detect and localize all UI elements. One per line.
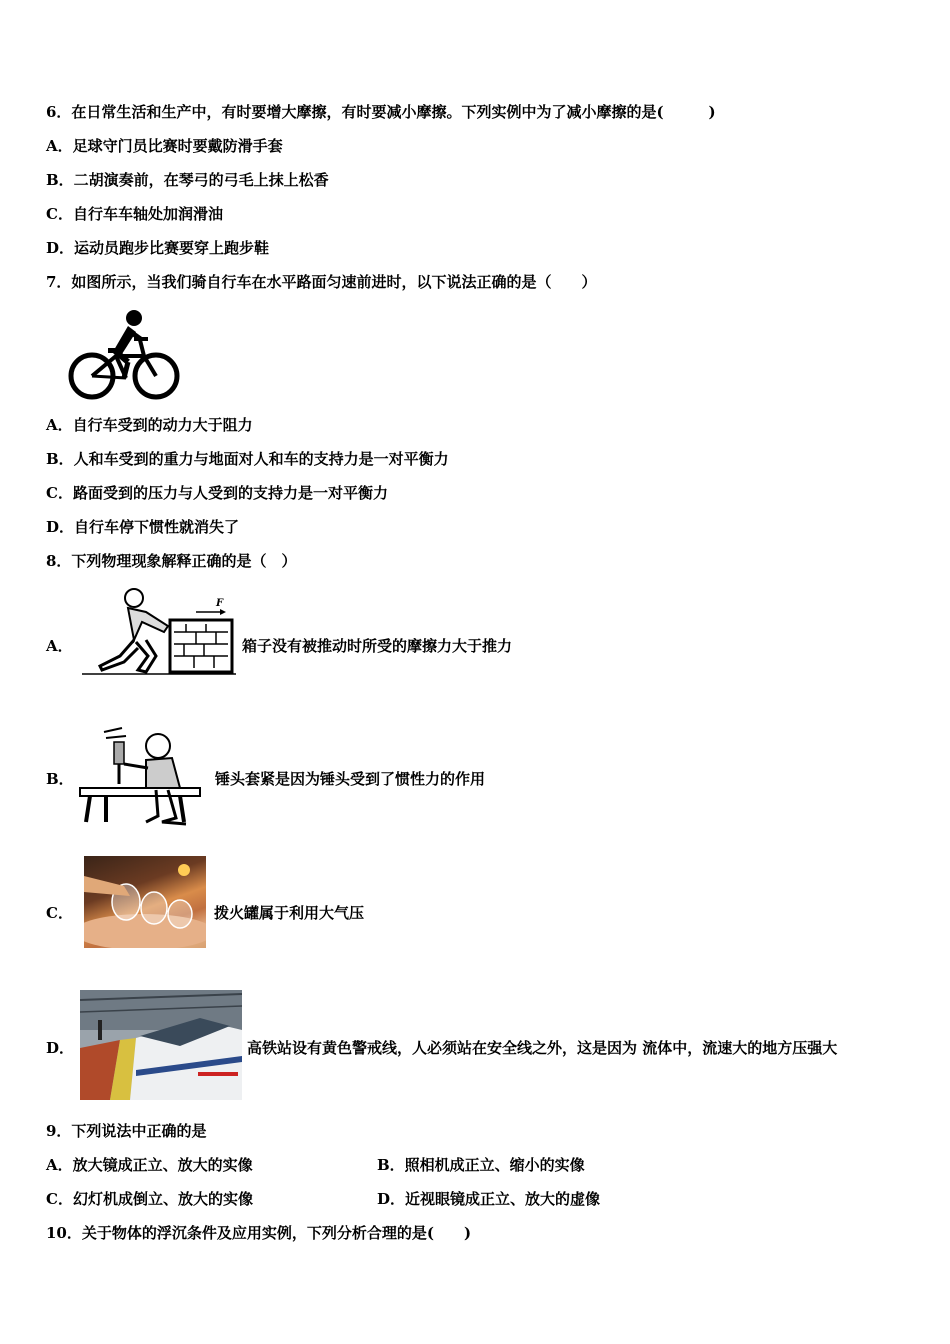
q6-option-d[interactable]: D．运动员跑步比赛要穿上跑步鞋 bbox=[46, 239, 270, 257]
q7-stem: 7．如图所示，当我们骑自行车在水平路面匀速前进时，以下说法正确的是（ ） bbox=[46, 273, 597, 291]
q8-option-b-text: 锤头套紧是因为锤头受到了惯性力的作用 bbox=[215, 770, 486, 788]
q9-option-c[interactable]: C．幻灯机成倒立、放大的实像 bbox=[46, 1190, 253, 1208]
q8-stem: 8．下列物理现象解释正确的是（ ） bbox=[46, 552, 297, 570]
q6-option-c[interactable]: C．自行车车轴处加润滑油 bbox=[46, 205, 223, 223]
q8-option-a-text: 箱子没有被推动时所受的摩擦力大于推力 bbox=[242, 637, 513, 655]
cyclist-figure bbox=[66, 306, 182, 402]
q7-option-d[interactable]: D．自行车停下惯性就消失了 bbox=[46, 518, 240, 536]
force-label: F bbox=[216, 598, 224, 609]
q6-option-a[interactable]: A．足球守门员比赛时要戴防滑手套 bbox=[46, 137, 283, 155]
high-speed-train-photo bbox=[80, 990, 242, 1100]
q8-option-d-label[interactable]: D． bbox=[46, 1039, 75, 1057]
q8-option-b-label[interactable]: B． bbox=[46, 770, 74, 788]
q8-option-d-text: 高铁站设有黄色警戒线，人必须站在安全线之外，这是因为 流体中，流速大的地方压强大 bbox=[247, 1039, 838, 1057]
q8-option-a-label[interactable]: A． bbox=[46, 637, 73, 655]
q7-option-b[interactable]: B．人和车受到的重力与地面对人和车的支持力是一对平衡力 bbox=[46, 450, 449, 468]
hammer-on-bench-figure bbox=[76, 718, 210, 828]
q9-option-d[interactable]: D．近视眼镜成正立、放大的虚像 bbox=[377, 1190, 601, 1208]
q6-stem: 6．在日常生活和生产中，有时要增大摩擦，有时要减小摩擦。下列实例中为了减小摩擦的是( ) bbox=[46, 103, 716, 121]
q7-option-a[interactable]: A．自行车受到的动力大于阻力 bbox=[46, 416, 253, 434]
q9-option-b[interactable]: B．照相机成正立、缩小的实像 bbox=[377, 1156, 585, 1174]
q8-option-c-text: 拨火罐属于利用大气压 bbox=[214, 904, 365, 922]
q9-stem: 9．下列说法中正确的是 bbox=[46, 1122, 207, 1140]
boy-pushing-box-figure bbox=[76, 582, 240, 678]
cupping-photo bbox=[84, 856, 206, 948]
q6-option-b[interactable]: B．二胡演奏前，在琴弓的弓毛上抹上松香 bbox=[46, 171, 329, 189]
q9-option-a[interactable]: A．放大镜成正立、放大的实像 bbox=[46, 1156, 253, 1174]
q8-option-c-label[interactable]: C． bbox=[46, 904, 73, 922]
q10-stem: 10．关于物体的浮沉条件及应用实例，下列分析合理的是( ) bbox=[46, 1224, 472, 1242]
q7-option-c[interactable]: C．路面受到的压力与人受到的支持力是一对平衡力 bbox=[46, 484, 388, 502]
